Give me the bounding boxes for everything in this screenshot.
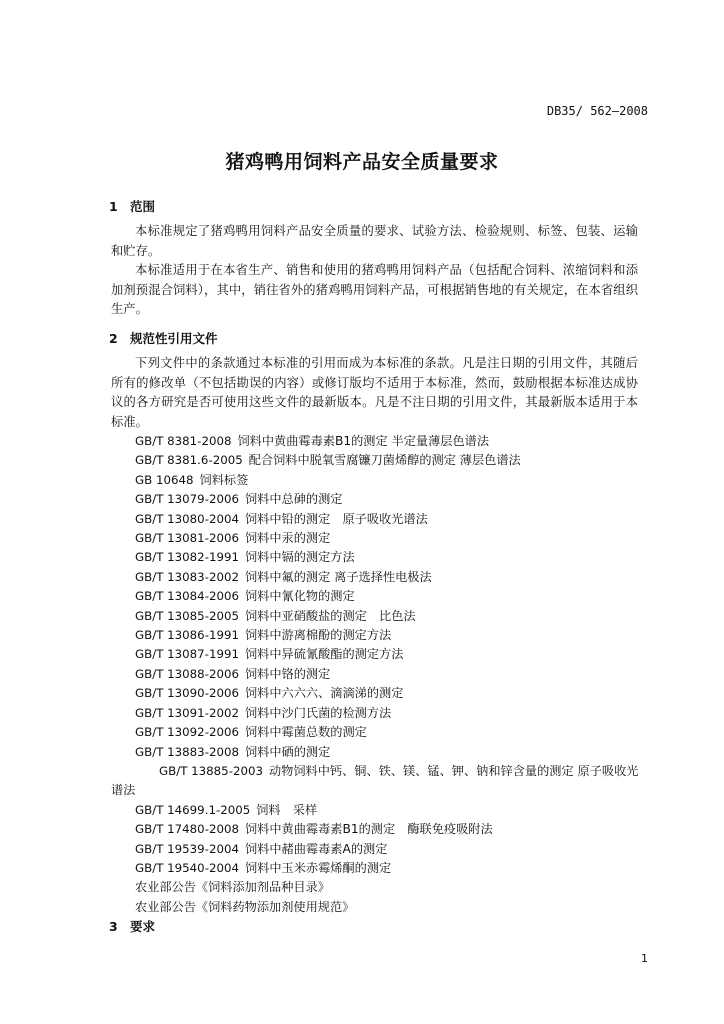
reference-title: 饲料标签 bbox=[199, 472, 249, 487]
reference-title: 饲料中赭曲霉毒素A的测定 bbox=[244, 841, 388, 856]
reference-list bbox=[111, 432, 641, 917]
reference-code: GB/T 13087-1991 bbox=[135, 647, 239, 662]
reference-item bbox=[111, 820, 641, 839]
reference-item bbox=[111, 878, 641, 897]
reference-title: 饲料中总砷的测定 bbox=[244, 492, 343, 507]
reference-title: 农业部公告《饲料药物添加剂使用规范》 bbox=[135, 899, 355, 914]
reference-item bbox=[111, 762, 641, 801]
reference-item bbox=[111, 704, 641, 723]
section-title: 范围 bbox=[130, 199, 156, 214]
reference-code: GB/T 14699.1-2005 bbox=[135, 802, 251, 817]
section-title: 要求 bbox=[130, 919, 156, 934]
document-code: DB35/ 562—2008 bbox=[546, 104, 648, 118]
reference-code: GB/T 19539-2004 bbox=[135, 841, 239, 856]
scope-paragraph-1: 本标准规定了猪鸡鸭用饲料产品安全质量的要求、试验方法、检验规则、标签、包装、运输和贮存。 bbox=[111, 224, 638, 258]
section-number: 2 bbox=[109, 331, 118, 346]
reference-title: 饲料 采样 bbox=[256, 802, 318, 817]
section-number: 1 bbox=[109, 199, 118, 214]
reference-code: GB/T 13090-2006 bbox=[135, 686, 239, 701]
reference-code: GB/T 13084-2006 bbox=[135, 589, 239, 604]
reference-code: GB/T 13088-2006 bbox=[135, 666, 239, 681]
normative-references-intro: 下列文件中的条款通过本标准的引用而成为本标准的条款。凡是注日期的引用文件，其随后所有的修改单（不包括勘误的内容）或修订版均不适用于本标准，然而，鼓励根据本标准达成协议的各方研究是否可使用这些文件的最新版本。凡是不注日期的引用文件，其最新版本适用于本标准。 bbox=[111, 356, 638, 429]
reference-code: GB/T 13092-2006 bbox=[135, 725, 239, 740]
reference-code: GB/T 13082-1991 bbox=[135, 550, 239, 565]
reference-title: 饲料中沙门氏菌的检测方法 bbox=[244, 705, 392, 720]
reference-title: 饲料中黄曲霉毒素B1的测定 半定量薄层色谱法 bbox=[237, 434, 490, 448]
reference-code: GB/T 13079-2006 bbox=[135, 492, 239, 507]
reference-code: GB/T 13083-2002 bbox=[135, 569, 239, 584]
section-title: 规范性引用文件 bbox=[130, 331, 218, 346]
reference-title: 饲料中氰化物的测定 bbox=[244, 589, 355, 604]
page-title: 猪鸡鸭用饲料产品安全质量要求 bbox=[225, 151, 499, 173]
reference-item bbox=[111, 626, 641, 645]
reference-code: GB/T 13885-2003 bbox=[159, 763, 263, 778]
reference-title: 饲料中游离棉酚的测定方法 bbox=[244, 628, 392, 643]
reference-code: GB/T 13081-2006 bbox=[135, 531, 239, 546]
reference-code: GB/T 8381.6-2005 bbox=[135, 453, 243, 468]
reference-title: 饲料中六六六、滴滴涕的测定 bbox=[244, 686, 404, 701]
reference-code: GB/T 13085-2005 bbox=[135, 608, 239, 623]
reference-title: 动物饲料中钙、铜、铁、镁、锰、钾、钠和锌含量的测定 原子吸收光谱法 bbox=[111, 763, 639, 798]
reference-title: 饲料中镉的测定方法 bbox=[244, 550, 355, 565]
section-number: 3 bbox=[109, 919, 118, 934]
reference-item bbox=[111, 898, 641, 917]
reference-item bbox=[111, 529, 641, 548]
reference-title: 饲料中异硫氰酸酯的测定方法 bbox=[244, 647, 404, 662]
reference-code: GB/T 13080-2004 bbox=[135, 511, 239, 526]
reference-item bbox=[111, 859, 641, 878]
reference-item bbox=[111, 684, 641, 703]
reference-title: 饲料中黄曲霉毒素B1的测定 酶联免疫吸附法 bbox=[244, 822, 493, 837]
reference-item bbox=[111, 743, 641, 762]
reference-item bbox=[111, 568, 641, 587]
scope-paragraph-2: 本标准适用于在本省生产、销售和使用的猪鸡鸭用饲料产品（包括配合饲料、浓缩饲料和添加剂预混合饲料），其中，销往省外的猪鸡鸭用饲料产品，可根据销售地的有关规定，在本省组织生产。 bbox=[111, 263, 638, 316]
reference-item bbox=[111, 665, 641, 684]
section-3-heading bbox=[109, 917, 155, 935]
reference-item bbox=[111, 490, 641, 509]
reference-item bbox=[111, 587, 641, 606]
reference-code: GB/T 19540-2004 bbox=[135, 860, 239, 875]
reference-code: GB/T 13086-1991 bbox=[135, 628, 239, 643]
reference-code: GB 10648 bbox=[135, 472, 194, 487]
reference-title: 农业部公告《饲料添加剂品种目录》 bbox=[135, 880, 330, 895]
reference-item bbox=[111, 645, 641, 664]
reference-code: GB/T 13883-2008 bbox=[135, 744, 239, 759]
reference-title: 饲料中亚硝酸盐的测定 比色法 bbox=[244, 608, 416, 623]
section-2-heading bbox=[109, 329, 218, 347]
reference-item bbox=[111, 723, 641, 742]
reference-title: 饲料中玉米赤霉烯酮的测定 bbox=[244, 860, 392, 875]
reference-item bbox=[111, 607, 641, 626]
reference-item bbox=[111, 548, 641, 567]
page-number: 1 bbox=[641, 952, 648, 965]
section-1-heading bbox=[109, 197, 155, 215]
reference-code: GB/T 17480-2008 bbox=[135, 822, 239, 837]
reference-item bbox=[111, 510, 641, 529]
reference-code: GB/T 13091-2002 bbox=[135, 705, 239, 720]
reference-title: 饲料中铬的测定 bbox=[244, 666, 331, 681]
reference-title: 饲料中霉菌总数的测定 bbox=[244, 725, 367, 740]
reference-item bbox=[111, 451, 641, 470]
reference-title: 饲料中硒的测定 bbox=[244, 744, 331, 759]
reference-item bbox=[111, 432, 641, 451]
reference-item bbox=[111, 801, 641, 820]
reference-code: GB/T 8381-2008 bbox=[135, 434, 232, 448]
reference-item bbox=[111, 471, 641, 490]
reference-item bbox=[111, 840, 641, 859]
reference-title: 饲料中铅的测定 原子吸收光谱法 bbox=[244, 511, 428, 526]
reference-title: 配合饲料中脱氧雪腐镰刀菌烯醇的测定 薄层色谱法 bbox=[248, 453, 521, 468]
reference-title: 饲料中汞的测定 bbox=[244, 531, 331, 546]
reference-title: 饲料中氟的测定 离子选择性电极法 bbox=[244, 569, 432, 584]
